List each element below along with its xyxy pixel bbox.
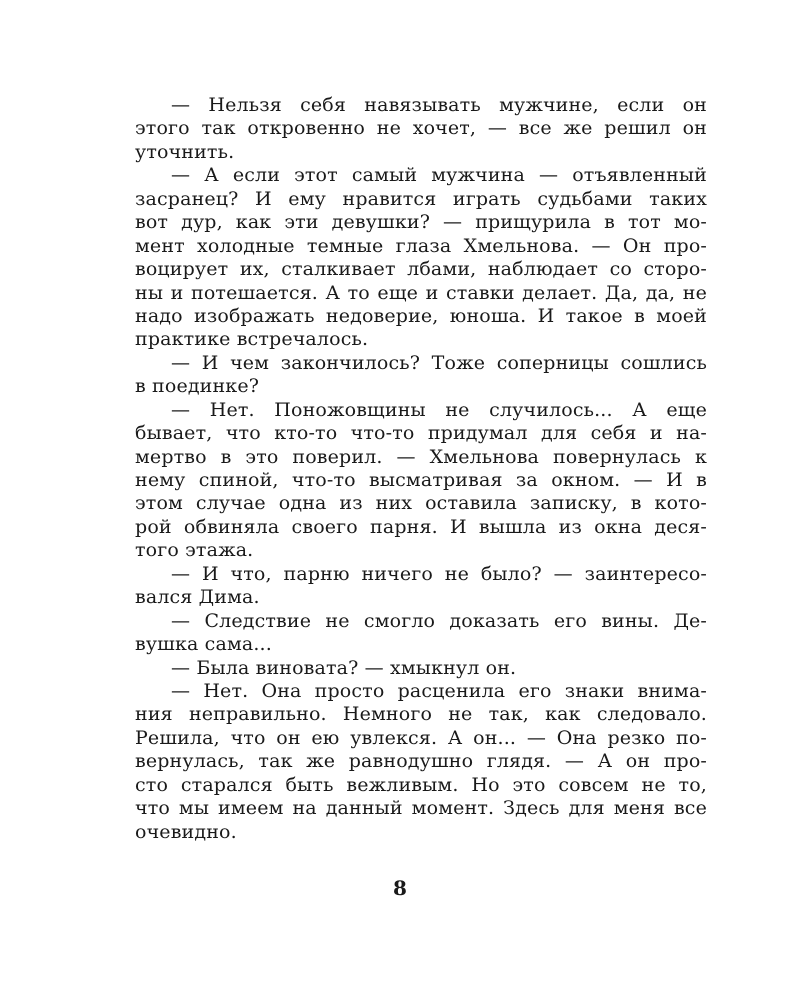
text-line: мертво в это поверил. — Хмельнова повернулась к xyxy=(135,445,707,468)
text-line: вернулась, так же равнодушно глядя. — А он про- xyxy=(135,750,707,773)
text-line: — Нет. Она просто расценила его знаки внима- xyxy=(171,679,707,702)
text-line: нему спиной, что-то высматривая за окном. — И в xyxy=(135,469,707,491)
text-line: — И чем закончилось? Тоже соперницы сошлись xyxy=(171,351,707,374)
text-line: засранец? И ему нравится играть судьбами таких xyxy=(135,187,707,210)
text-line: в поединке? xyxy=(135,375,260,398)
text-line: вушка сама... xyxy=(135,633,272,656)
body-text xyxy=(135,94,707,844)
text-line: этом случае одна из них оставила записку, в кото- xyxy=(135,492,707,515)
text-line: того этажа. xyxy=(135,539,254,562)
text-line: что мы имеем на данный момент. Здесь для меня все xyxy=(135,797,707,820)
page-number: 8 xyxy=(393,876,407,900)
text-line: — Следствие не смогло доказать его вины. Де- xyxy=(171,609,707,632)
text-line: уточнить. xyxy=(135,140,235,163)
text-line: ны и потешается. А то еще и ставки делает. Да, да, не xyxy=(135,281,707,304)
text-line: вался Дима. xyxy=(135,586,260,609)
text-line: ния неправильно. Немного не так, как следовало. xyxy=(135,703,707,726)
text-line: — Была виновата? — хмыкнул он. xyxy=(171,656,517,679)
text-line: — А если этот самый мужчина — отъявленный xyxy=(171,164,707,187)
text-line: воцирует их, сталкивает лбами, наблюдает со сторо- xyxy=(135,258,707,281)
text-line: практике встречалось. xyxy=(135,328,369,351)
text-line: надо изображать недоверие, юноша. И такое в моей xyxy=(135,304,707,327)
text-line: — Нельзя себя навязывать мужчине, если он xyxy=(171,94,707,116)
text-line: мент холодные темные глаза Хмельнова. — Он про- xyxy=(135,234,707,257)
text-line: Решила, что он ею увлекся. А он... — Она резко по- xyxy=(135,726,707,749)
text-line: вот дур, как эти девушки? — прищурила в тот мо- xyxy=(135,211,707,234)
text-line: очевидно. xyxy=(135,820,237,843)
text-line: бывает, что кто-то что-то придумал для себя и на- xyxy=(135,422,707,445)
text-line: — Нет. Поножовщины не случилось... А еще xyxy=(171,398,707,421)
text-line: — И что, парню ничего не было? — заинтересо- xyxy=(171,562,707,585)
text-line: этого так откровенно не хочет, — все же решил он xyxy=(135,117,707,140)
text-line: сто старался быть вежливым. Но это совсем не то, xyxy=(135,773,707,796)
text-line: рой обвиняла своего парня. И вышла из окна деся- xyxy=(135,515,707,538)
